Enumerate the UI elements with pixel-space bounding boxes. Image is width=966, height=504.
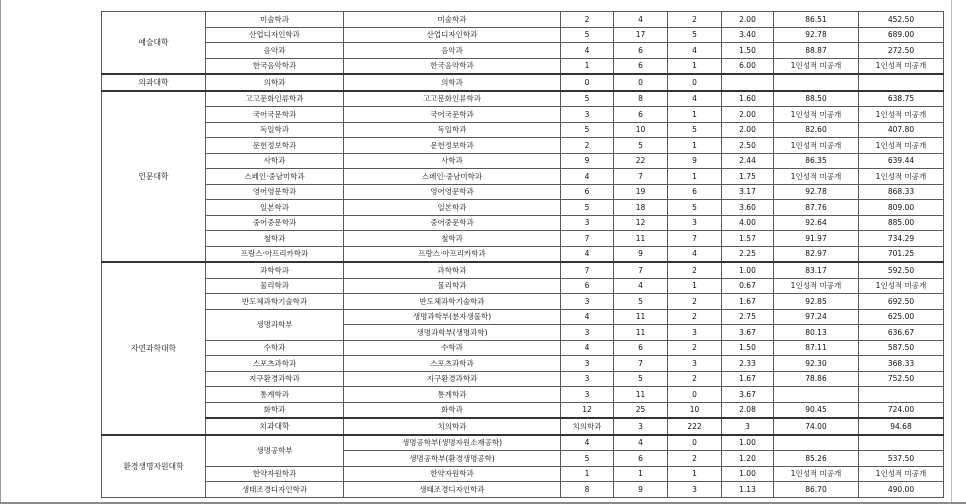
applicants-cell: 1 [614, 466, 668, 482]
avg-score-cell: 1인성적 미공개 [774, 107, 859, 123]
department-cell: 반도체과학기술학과 [206, 294, 344, 310]
applicants-cell: 9 [614, 482, 668, 498]
avg-score-cell: 90.45 [774, 402, 859, 418]
department-cell: 철학과 [206, 231, 344, 247]
avg-score-cell: 1인성적 미공개 [774, 58, 859, 74]
department-cell: 생태조경디자인학과 [206, 482, 344, 498]
major-cell: 일본학과 [344, 200, 561, 216]
department-cell: 스페인·중남미학과 [206, 169, 344, 185]
applicants-cell: 6 [614, 43, 668, 59]
avg-total-cell: 734.29 [859, 231, 944, 247]
avg-score-cell: 80.13 [774, 325, 859, 341]
table-row [102, 418, 944, 435]
major-cell: 독일학과 [344, 122, 561, 138]
avg-score-cell: 86.35 [774, 153, 859, 169]
applicants-cell: 5 [614, 294, 668, 310]
major-cell: 생명공학부(생명자원소재공학) [344, 435, 561, 451]
quota-cell: 0 [561, 74, 614, 91]
admitted-cell: 2 [668, 371, 722, 387]
table-row [102, 169, 944, 185]
quota-cell: 6 [561, 278, 614, 294]
avg-score-cell: 1인성적 미공개 [774, 466, 859, 482]
department-cell: 의학과 [206, 74, 344, 91]
avg-total-cell: 1인성적 미공개 [859, 138, 944, 154]
avg-score-cell: 92.30 [774, 356, 859, 372]
admitted-cell: 4 [668, 91, 722, 107]
avg-total-cell: 692.50 [859, 294, 944, 310]
quota-cell: 1 [561, 58, 614, 74]
avg-total-cell: 868.33 [859, 184, 944, 200]
competition-rate-cell: 1.13 [722, 482, 774, 498]
applicants-cell: 9 [614, 246, 668, 262]
competition-rate-cell: 1.50 [722, 43, 774, 59]
table-row [102, 74, 944, 91]
competition-rate-cell: 0.67 [722, 278, 774, 294]
table-body [102, 12, 944, 498]
applicants-cell: 6 [614, 340, 668, 356]
avg-total-cell: 490.00 [859, 482, 944, 498]
table-row [102, 12, 944, 28]
avg-score-cell: 88.87 [774, 43, 859, 59]
department-cell: 생명공학부 [206, 435, 344, 467]
competition-rate-cell: 2.75 [722, 309, 774, 325]
quota-cell: 9 [561, 153, 614, 169]
major-cell: 철학과 [344, 231, 561, 247]
table-row [102, 356, 944, 372]
department-cell: 프랑스·아프리카학과 [206, 246, 344, 262]
avg-score-cell: 86.51 [774, 12, 859, 28]
department-cell: 독일학과 [206, 122, 344, 138]
major-cell: 생태조경디자인학과 [344, 482, 561, 498]
applicants-cell: 25 [614, 402, 668, 418]
major-cell: 고고문화인류학과 [344, 91, 561, 107]
admitted-cell: 2 [668, 340, 722, 356]
competition-rate-cell: 3.67 [722, 325, 774, 341]
applicants-cell: 11 [614, 387, 668, 403]
major-cell: 영어영문학과 [344, 184, 561, 200]
department-cell: 생명과학부 [206, 309, 344, 340]
major-cell: 물리학과 [344, 278, 561, 294]
competition-rate-cell [722, 74, 774, 91]
department-cell: 과학학과 [206, 262, 344, 278]
department-cell: 중어중문학과 [206, 215, 344, 231]
department-cell: 사학과 [206, 153, 344, 169]
avg-score-cell: 83.17 [774, 262, 859, 278]
major-cell: 반도체과학기술학과 [344, 294, 561, 310]
applicants-cell: 7 [614, 262, 668, 278]
applicants-cell: 10 [614, 122, 668, 138]
table-row [102, 153, 944, 169]
competition-rate-cell: 2.50 [722, 138, 774, 154]
admitted-cell: 7 [668, 231, 722, 247]
quota-cell: 5 [561, 91, 614, 107]
avg-total-cell: 272.50 [859, 43, 944, 59]
competition-rate-cell: 2.33 [722, 356, 774, 372]
admitted-cell: 5 [668, 27, 722, 43]
table-row [102, 58, 944, 74]
major-cell: 과학학과 [344, 262, 561, 278]
admitted-cell: 0 [668, 435, 722, 451]
table-row [102, 122, 944, 138]
applicants-cell: 12 [614, 215, 668, 231]
department-cell: 수학과 [206, 340, 344, 356]
competition-rate-cell: 1.00 [722, 435, 774, 451]
applicants-cell: 7 [614, 169, 668, 185]
department-cell: 한약자원학과 [206, 466, 344, 482]
department-cell: 화학과 [206, 402, 344, 418]
college-cell: 예술대학 [102, 12, 206, 75]
avg-score-cell: 87.11 [774, 340, 859, 356]
quota-cell: 3 [614, 418, 668, 435]
applicants-cell: 0 [614, 74, 668, 91]
avg-total-cell [859, 74, 944, 91]
avg-score-cell: 86.70 [774, 482, 859, 498]
quota-cell: 4 [561, 340, 614, 356]
competition-rate-cell: 6.00 [722, 58, 774, 74]
applicants-cell: 22 [614, 153, 668, 169]
competition-rate-cell: 74.00 [774, 418, 859, 435]
avg-total-cell: 1인성적 미공개 [859, 169, 944, 185]
quota-cell: 3 [561, 215, 614, 231]
admitted-cell: 0 [668, 387, 722, 403]
quota-cell: 3 [561, 371, 614, 387]
major-cell: 생명과학부(생명과학) [344, 325, 561, 341]
quota-cell: 3 [561, 387, 614, 403]
page-left-border [0, 0, 1, 504]
quota-cell: 8 [561, 482, 614, 498]
applicants-cell: 6 [614, 107, 668, 123]
competition-rate-cell: 1.00 [722, 466, 774, 482]
department-cell: 산업디자인학과 [206, 27, 344, 43]
quota-cell: 4 [561, 169, 614, 185]
admitted-cell: 5 [668, 200, 722, 216]
avg-score-cell: 97.24 [774, 309, 859, 325]
major-cell: 사학과 [344, 153, 561, 169]
avg-score-cell: 82.60 [774, 122, 859, 138]
applicants-cell: 4 [614, 12, 668, 28]
competition-rate-cell: 2.00 [722, 122, 774, 138]
college-cell: 치과대학 [206, 418, 344, 435]
applicants-cell: 6 [614, 58, 668, 74]
applicants-cell: 8 [614, 91, 668, 107]
quota-cell: 2 [561, 12, 614, 28]
competition-rate-cell: 1.50 [722, 340, 774, 356]
admitted-cell: 5 [668, 122, 722, 138]
competition-rate-cell: 1.60 [722, 91, 774, 107]
applicants-cell: 5 [614, 371, 668, 387]
avg-score-cell: 1인성적 미공개 [774, 278, 859, 294]
admitted-cell: 4 [668, 246, 722, 262]
avg-score-cell: 92.85 [774, 294, 859, 310]
major-cell: 생명공학부(환경생명공학) [344, 451, 561, 467]
quota-cell: 3 [561, 325, 614, 341]
competition-rate-cell: 1.20 [722, 451, 774, 467]
quota-cell: 4 [561, 309, 614, 325]
major-cell: 스페인·중남미학과 [344, 169, 561, 185]
competition-rate-cell: 1.00 [722, 262, 774, 278]
table-row [102, 43, 944, 59]
page-right-border [951, 0, 952, 504]
major-cell: 미술학과 [344, 12, 561, 28]
table-row [102, 278, 944, 294]
table-row [102, 262, 944, 278]
quota-cell: 5 [561, 27, 614, 43]
avg-total-cell: 1인성적 미공개 [859, 466, 944, 482]
avg-score-cell: 88.50 [774, 91, 859, 107]
department-cell: 문헌정보학과 [206, 138, 344, 154]
avg-score-cell: 92.78 [774, 27, 859, 43]
admitted-cell: 10 [668, 402, 722, 418]
major-cell: 지구환경과학과 [344, 371, 561, 387]
admitted-cell: 1 [668, 169, 722, 185]
avg-total-cell: 592.50 [859, 262, 944, 278]
major-cell: 중어중문학과 [344, 215, 561, 231]
avg-total-cell [859, 387, 944, 403]
quota-cell: 2 [561, 138, 614, 154]
avg-score-cell: 92.64 [774, 215, 859, 231]
table-row [102, 466, 944, 482]
admitted-cell: 2 [668, 294, 722, 310]
avg-total-cell: 724.00 [859, 402, 944, 418]
avg-total-cell: 537.50 [859, 451, 944, 467]
admission-results-table [101, 11, 944, 498]
department-cell: 통계학과 [206, 387, 344, 403]
admitted-cell: 3 [668, 215, 722, 231]
applicants-cell: 17 [614, 27, 668, 43]
department-cell: 한국음악학과 [206, 58, 344, 74]
table-row [102, 371, 944, 387]
admitted-cell: 9 [668, 153, 722, 169]
major-cell: 의학과 [344, 74, 561, 91]
avg-total-cell: 1인성적 미공개 [859, 107, 944, 123]
table-row [102, 309, 944, 325]
quota-cell: 3 [561, 107, 614, 123]
avg-total-cell: 587.50 [859, 340, 944, 356]
department-cell: 일본학과 [206, 200, 344, 216]
table-row [102, 107, 944, 123]
applicants-cell: 11 [614, 309, 668, 325]
avg-total-cell [859, 435, 944, 451]
table-row [102, 91, 944, 107]
department-cell: 스포츠과학과 [206, 356, 344, 372]
competition-rate-cell: 2.25 [722, 246, 774, 262]
department-cell: 치의학과 [344, 418, 561, 435]
table-row [102, 231, 944, 247]
avg-score-cell: 92.78 [774, 184, 859, 200]
table-row [102, 482, 944, 498]
college-cell: 의과대학 [102, 74, 206, 91]
major-cell: 음악과 [344, 43, 561, 59]
competition-rate-cell: 3.17 [722, 184, 774, 200]
admitted-cell: 4 [668, 43, 722, 59]
admitted-cell: 1 [668, 466, 722, 482]
major-cell: 생명과학부(분자생물학) [344, 309, 561, 325]
admitted-cell: 2 [668, 12, 722, 28]
avg-total-cell: 452.50 [859, 12, 944, 28]
applicants-cell: 18 [614, 200, 668, 216]
avg-total-cell: 752.50 [859, 371, 944, 387]
admitted-cell: 2 [668, 262, 722, 278]
avg-score-cell [774, 74, 859, 91]
admitted-cell: 3 [668, 482, 722, 498]
table-row [102, 138, 944, 154]
department-cell: 국어국문학과 [206, 107, 344, 123]
admitted-cell: 0 [668, 74, 722, 91]
table-row [102, 402, 944, 418]
major-cell: 치의학과 [561, 418, 614, 435]
competition-rate-cell: 3.40 [722, 27, 774, 43]
table-row [102, 184, 944, 200]
table-row [102, 27, 944, 43]
avg-score-cell [774, 387, 859, 403]
avg-score-cell: 82.97 [774, 246, 859, 262]
avg-total-cell: 368.33 [859, 356, 944, 372]
admitted-cell: 3 [668, 325, 722, 341]
competition-rate-cell: 3.67 [722, 387, 774, 403]
major-cell: 수학과 [344, 340, 561, 356]
competition-rate-cell: 2.00 [722, 12, 774, 28]
applicants-cell: 6 [614, 451, 668, 467]
department-cell: 미술학과 [206, 12, 344, 28]
avg-score-cell: 78.86 [774, 371, 859, 387]
quota-cell: 3 [561, 294, 614, 310]
major-cell: 국어국문학과 [344, 107, 561, 123]
admitted-cell: 2 [668, 451, 722, 467]
avg-score-cell: 87.76 [774, 200, 859, 216]
avg-score-cell: 1인성적 미공개 [774, 138, 859, 154]
table-row [102, 294, 944, 310]
avg-total-cell: 809.00 [859, 200, 944, 216]
quota-cell: 4 [561, 246, 614, 262]
avg-total-cell: 407.80 [859, 122, 944, 138]
quota-cell: 4 [561, 435, 614, 451]
table-row [102, 246, 944, 262]
applicants-cell: 222 [668, 418, 722, 435]
avg-total-cell: 1인성적 미공개 [859, 278, 944, 294]
avg-total-cell: 701.25 [859, 246, 944, 262]
quota-cell: 5 [561, 200, 614, 216]
competition-rate-cell: 1.67 [722, 371, 774, 387]
applicants-cell: 5 [614, 138, 668, 154]
avg-total-cell: 625.00 [859, 309, 944, 325]
major-cell: 스포츠과학과 [344, 356, 561, 372]
applicants-cell: 4 [614, 435, 668, 451]
department-cell: 고고문화인류학과 [206, 91, 344, 107]
admitted-cell: 6 [668, 184, 722, 200]
college-cell: 인문대학 [102, 91, 206, 263]
admitted-cell: 1 [668, 58, 722, 74]
department-cell: 영어영문학과 [206, 184, 344, 200]
competition-rate-cell: 4.00 [722, 215, 774, 231]
major-cell: 한약자원학과 [344, 466, 561, 482]
avg-total-cell: 638.75 [859, 91, 944, 107]
table-row [102, 435, 944, 451]
quota-cell: 4 [561, 43, 614, 59]
major-cell: 화학과 [344, 402, 561, 418]
college-cell: 자연과학대학 [102, 262, 206, 435]
avg-total-cell: 639.44 [859, 153, 944, 169]
major-cell: 통계학과 [344, 387, 561, 403]
quota-cell: 7 [561, 262, 614, 278]
department-cell: 음악과 [206, 43, 344, 59]
quota-cell: 1 [561, 466, 614, 482]
quota-cell: 5 [561, 451, 614, 467]
competition-rate-cell: 1.75 [722, 169, 774, 185]
competition-rate-cell: 1.67 [722, 294, 774, 310]
major-cell: 산업디자인학과 [344, 27, 561, 43]
college-cell: 환경생명자원대학 [102, 435, 206, 498]
department-cell: 물리학과 [206, 278, 344, 294]
avg-score-cell: 1인성적 미공개 [774, 169, 859, 185]
department-cell: 지구환경과학과 [206, 371, 344, 387]
quota-cell: 5 [561, 122, 614, 138]
table-row [102, 340, 944, 356]
avg-total-cell: 1인성적 미공개 [859, 58, 944, 74]
competition-rate-cell: 1.57 [722, 231, 774, 247]
admitted-cell: 3 [722, 418, 774, 435]
table-row [102, 200, 944, 216]
major-cell: 한국음악학과 [344, 58, 561, 74]
competition-rate-cell: 2.44 [722, 153, 774, 169]
applicants-cell: 11 [614, 325, 668, 341]
competition-rate-cell: 3.60 [722, 200, 774, 216]
quota-cell: 12 [561, 402, 614, 418]
avg-total-cell: 636.67 [859, 325, 944, 341]
admitted-cell: 3 [668, 356, 722, 372]
major-cell: 프랑스·아프리카학과 [344, 246, 561, 262]
admitted-cell: 2 [668, 309, 722, 325]
competition-rate-cell: 2.08 [722, 402, 774, 418]
competition-rate-cell: 2.00 [722, 107, 774, 123]
admitted-cell: 1 [668, 138, 722, 154]
table-row [102, 215, 944, 231]
quota-cell: 6 [561, 184, 614, 200]
admitted-cell: 1 [668, 107, 722, 123]
admitted-cell: 1 [668, 278, 722, 294]
avg-score-cell [774, 435, 859, 451]
avg-score-cell: 94.68 [859, 418, 944, 435]
quota-cell: 7 [561, 231, 614, 247]
applicants-cell: 19 [614, 184, 668, 200]
applicants-cell: 4 [614, 278, 668, 294]
avg-total-cell: 885.00 [859, 215, 944, 231]
quota-cell: 3 [561, 356, 614, 372]
avg-total-cell: 689.00 [859, 27, 944, 43]
applicants-cell: 11 [614, 231, 668, 247]
avg-score-cell: 91.97 [774, 231, 859, 247]
table-row [102, 387, 944, 403]
applicants-cell: 7 [614, 356, 668, 372]
avg-score-cell: 85.26 [774, 451, 859, 467]
major-cell: 문헌정보학과 [344, 138, 561, 154]
